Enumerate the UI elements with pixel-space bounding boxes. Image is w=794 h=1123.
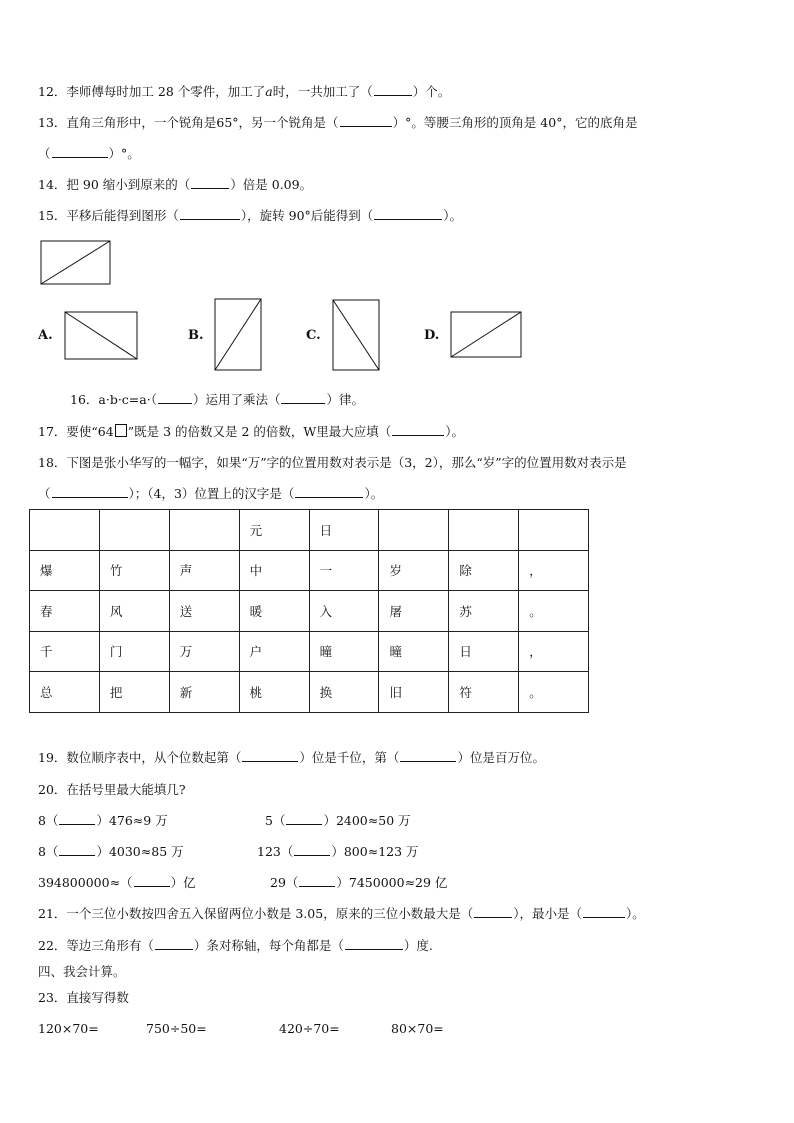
- table-cell: 竹: [99, 550, 169, 591]
- question-19: 19．数位顺序表中，从个位数起第（ ）位是千位，第（ ）位是百万位。: [38, 750, 545, 765]
- q20-row2-b: 123（ ）800≈123 万: [257, 844, 419, 859]
- question-20-title: 20．在括号里最大能填几?: [38, 782, 186, 797]
- table-cell: 岁: [379, 550, 449, 591]
- table-row: [30, 510, 589, 551]
- option-d-figure[interactable]: [450, 311, 523, 359]
- table-cell: 日: [449, 631, 519, 672]
- table-row: [30, 672, 589, 713]
- calc-item: 80×70=: [391, 1021, 444, 1036]
- table-cell: 符: [449, 672, 519, 713]
- option-b-label: B.: [188, 328, 204, 343]
- answer-blank[interactable]: [374, 84, 412, 96]
- option-c-figure[interactable]: [332, 299, 381, 372]
- section-4-heading: 四、我会计算。: [38, 964, 126, 979]
- answer-blank[interactable]: [281, 392, 325, 404]
- poem-grid-table: [29, 509, 589, 713]
- q20-row1-a: 8（ ）476≈9 万: [38, 813, 168, 828]
- answer-blank[interactable]: [52, 146, 108, 158]
- table-cell: 桃: [239, 672, 309, 713]
- answer-blank[interactable]: [392, 424, 444, 436]
- q20-row3-a: 394800000≈（ ）亿: [38, 875, 196, 890]
- answer-blank[interactable]: [286, 813, 322, 825]
- q20-row2-a: 8（ ）4030≈85 万: [38, 844, 184, 859]
- answer-blank[interactable]: [400, 750, 456, 762]
- table-cell: [379, 510, 449, 551]
- question-23-title: 23．直接写得数: [38, 990, 129, 1005]
- option-c-label: C.: [306, 328, 321, 343]
- table-cell: 爆: [30, 550, 100, 591]
- question-18: 18．下图是张小华写的一幅字，如果“万”字的位置用数对表示是（3，2），那么“岁”字的位置用数对表示是: [38, 455, 627, 470]
- option-a-label: A.: [38, 328, 53, 343]
- table-cell: [30, 510, 100, 551]
- original-shape-figure: [40, 240, 112, 286]
- table-cell: 一: [309, 550, 379, 591]
- question-18-cont: （ ）；（4，3）位置上的汉字是（ ）。: [38, 486, 384, 501]
- answer-blank[interactable]: [374, 208, 442, 220]
- table-cell: 户: [239, 631, 309, 672]
- table-cell: 。: [519, 591, 589, 632]
- option-d-label: D.: [424, 328, 440, 343]
- table-cell: 声: [169, 550, 239, 591]
- table-cell: 换: [309, 672, 379, 713]
- table-cell: 总: [30, 672, 100, 713]
- answer-blank[interactable]: [583, 906, 625, 918]
- answer-blank[interactable]: [191, 177, 229, 189]
- question-14: 14．把 90 缩小到原来的（ ）倍是 0.09。: [38, 177, 313, 192]
- question-21: 21．一个三位小数按四舍五入保留两位小数是 3.05，原来的三位小数最大是（ ），最小是（ ）。: [38, 906, 645, 921]
- table-cell: 屠: [379, 591, 449, 632]
- answer-blank[interactable]: [294, 844, 330, 856]
- table-cell: 风: [99, 591, 169, 632]
- table-cell: 旧: [379, 672, 449, 713]
- table-cell: 曈: [309, 631, 379, 672]
- table-row: [30, 631, 589, 672]
- table-cell: [449, 510, 519, 551]
- table-cell: 万: [169, 631, 239, 672]
- answer-blank[interactable]: [474, 906, 512, 918]
- table-cell: 送: [169, 591, 239, 632]
- answer-blank[interactable]: [59, 813, 95, 825]
- table-cell: 曈: [379, 631, 449, 672]
- table-cell: [519, 510, 589, 551]
- table-cell: 元: [239, 510, 309, 551]
- answer-blank[interactable]: [180, 208, 240, 220]
- answer-blank[interactable]: [340, 115, 392, 127]
- table-row: [30, 591, 589, 632]
- calc-item: 420÷70=: [279, 1021, 340, 1036]
- question-13-cont: （ ）°。: [38, 146, 140, 161]
- table-cell: [169, 510, 239, 551]
- digit-box[interactable]: [115, 424, 127, 437]
- answer-blank[interactable]: [299, 875, 335, 887]
- table-cell: 。: [519, 672, 589, 713]
- table-cell: 苏: [449, 591, 519, 632]
- answer-blank[interactable]: [52, 486, 128, 498]
- table-cell: 把: [99, 672, 169, 713]
- question-12: 12．李师傅每时加工 28 个零件，加工了𝑎时，一共加工了（ ）个。: [38, 84, 451, 99]
- question-15: 15．平移后能得到图形（ ），旋转 90°后能得到（ ）。: [38, 208, 463, 223]
- table-cell: 日: [309, 510, 379, 551]
- option-b-figure[interactable]: [214, 298, 264, 372]
- calc-item: 120×70=: [38, 1021, 99, 1036]
- table-cell: 入: [309, 591, 379, 632]
- answer-blank[interactable]: [345, 938, 403, 950]
- answer-blank[interactable]: [134, 875, 170, 887]
- question-22: 22．等边三角形有（ ）条对称轴，每个角都是（ ）度.: [38, 938, 433, 953]
- answer-blank[interactable]: [158, 392, 192, 404]
- table-cell: 门: [99, 631, 169, 672]
- table-cell: ，: [519, 631, 589, 672]
- table-row: [30, 550, 589, 591]
- q20-row3-b: 29（ ）7450000≈29 亿: [270, 875, 448, 890]
- table-cell: 千: [30, 631, 100, 672]
- q20-row1-b: 5（ ）2400≈50 万: [265, 813, 411, 828]
- question-16: 16．a·b·c=a·（ ）运用了乘法（ ）律。: [70, 392, 364, 407]
- table-cell: 中: [239, 550, 309, 591]
- table-cell: 春: [30, 591, 100, 632]
- table-cell: 暖: [239, 591, 309, 632]
- table-cell: 除: [449, 550, 519, 591]
- table-cell: [99, 510, 169, 551]
- table-cell: ，: [519, 550, 589, 591]
- answer-blank[interactable]: [59, 844, 95, 856]
- answer-blank[interactable]: [242, 750, 298, 762]
- answer-blank[interactable]: [155, 938, 193, 950]
- table-cell: 新: [169, 672, 239, 713]
- question-13: 13．直角三角形中，一个锐角是65°，另一个锐角是（ ）°。等腰三角形的顶角是 40°，它的底角是: [38, 115, 638, 130]
- option-a-figure[interactable]: [64, 311, 140, 361]
- question-17: 17．要使“64 ”既是 3 的倍数又是 2 的倍数，W里最大应填（ ）。: [38, 424, 465, 439]
- answer-blank[interactable]: [295, 486, 363, 498]
- calc-item: 750÷50=: [146, 1021, 207, 1036]
